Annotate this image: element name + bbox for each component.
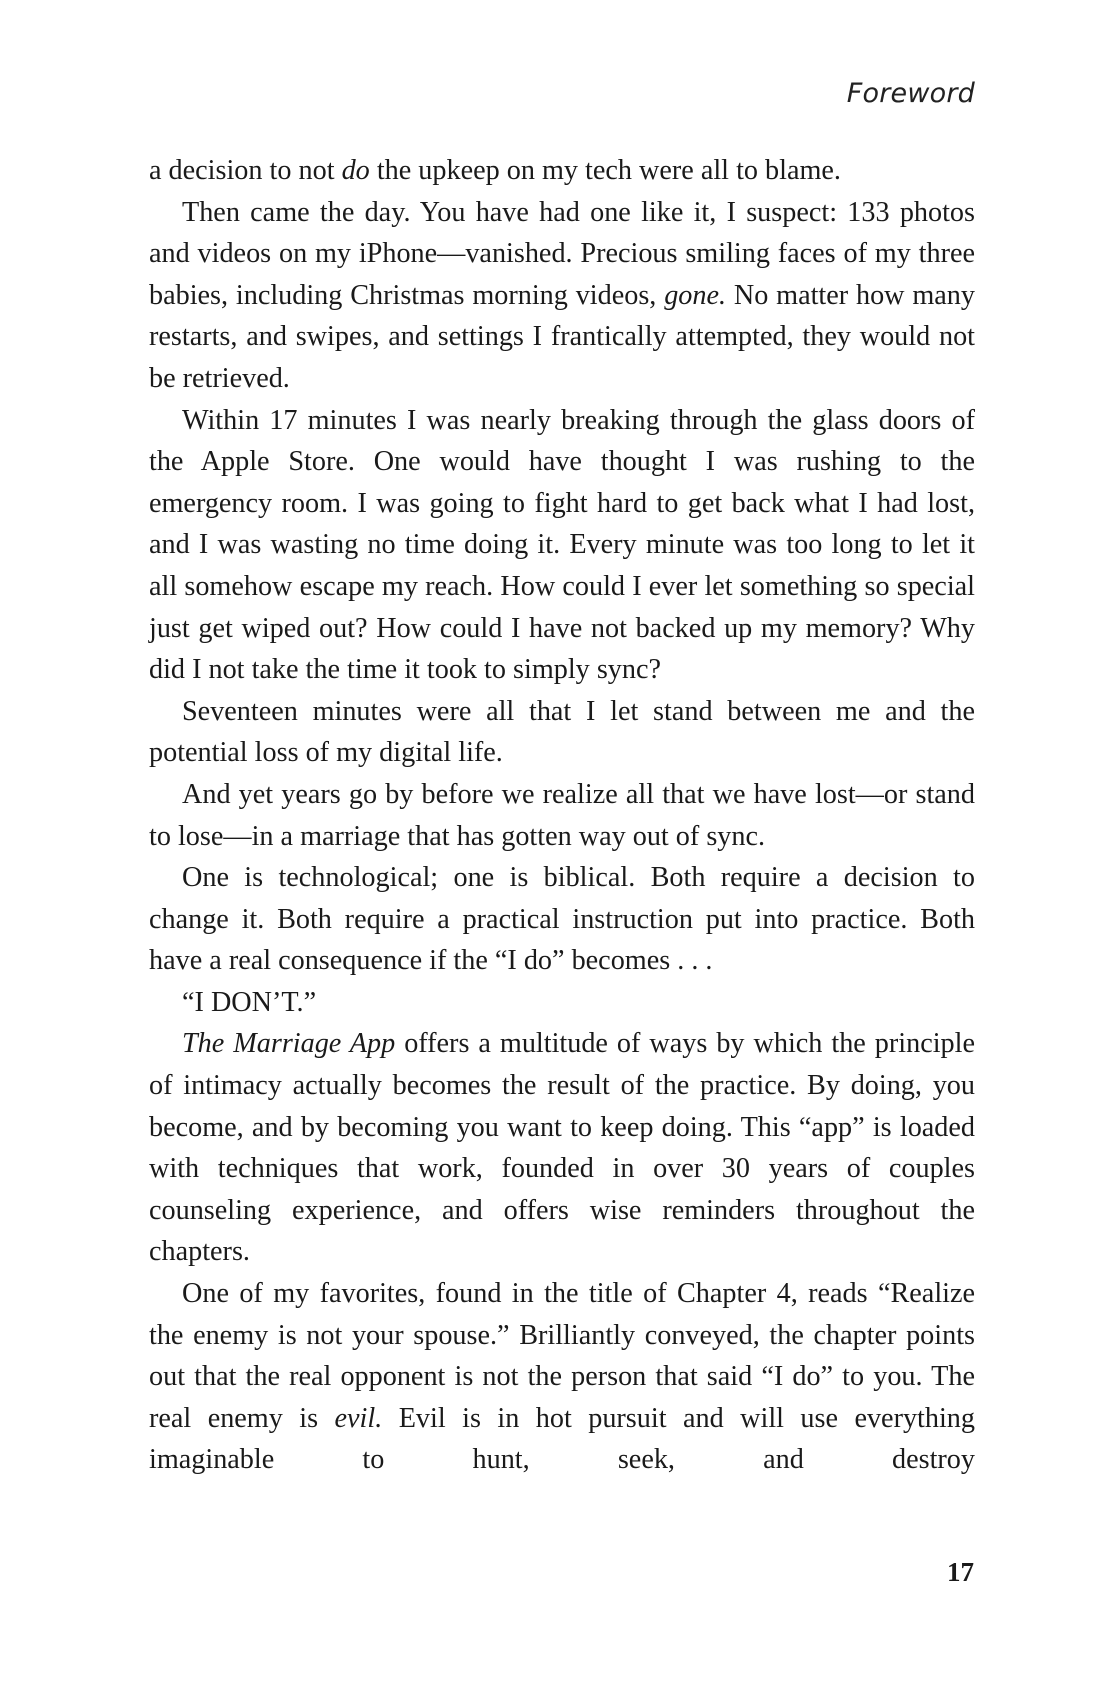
text-run: offers a multitude of ways by which the principle of intimacy actually becomes the result of the practice. By doing, you become, and by becoming you want to keep doing. This “app” is loaded with techniques that work, founded in over 30 years of couples counseling experience, and offers wise reminders throughout the chapters. [149, 1028, 975, 1268]
text-run: No matter how many restarts, and swipes, and settings I frantically attempted, they would not be retrieved. [149, 279, 975, 394]
paragraph [149, 150, 975, 192]
text-run: Seventeen minutes were all that I let stand between me and the potential loss of my digital life. [149, 695, 975, 769]
text-run: And yet years go by before we realize all that we have lost—or stand to lose—in a marriage that has gotten way out of sync. [149, 778, 975, 852]
text-run: “I DON’T.” [182, 986, 317, 1018]
text-run: Evil is in hot pursuit and will use everything imaginable to hunt, seek, and destroy [149, 1402, 975, 1476]
running-head: Foreword [846, 78, 975, 109]
text-run: One of my favorites, found in the title of Chapter 4, reads “Realize the enemy is not your spouse.” Brilliantly conveyed, the chapter points out that the real opponent is not the person that said “I do” to you. The real enemy is [149, 1278, 975, 1434]
italic-text: gone. [664, 279, 727, 311]
paragraph [149, 192, 975, 400]
text-run: Within 17 minutes I was nearly breaking through the glass doors of the Apple Store. One would have thought I was rushing to the emergency room. I was going to fight hard to get back what I had lost, and I was wasting no time doing it. Every minute was too long to let it all somehow escape my reach. How could I ever let something so special just get wiped out? How could I have not backed up my memory? Why did I not take the time it took to simply sync? [149, 404, 975, 686]
paragraph [149, 400, 975, 691]
italic-text: do [341, 155, 370, 186]
page-number: 17 [947, 1557, 974, 1587]
body-text [149, 150, 975, 1481]
text-run: Then came the day. You have had one like it, I suspect: 133 photos and videos on my iPhone—vanished. Precious smiling faces of my three babies, including Christmas morning videos, [149, 196, 975, 311]
text-run: the upkeep on my tech were all to blame. [369, 155, 841, 186]
text-run: a decision to not [149, 155, 342, 186]
paragraph [149, 1023, 975, 1273]
text-run: One is technological; one is biblical. Both require a decision to change it. Both require a practical instruction put into practice. Both have a real consequence if the “I do” becomes . . . [149, 862, 975, 977]
paragraph [149, 1273, 975, 1481]
paragraph [149, 691, 975, 774]
paragraph [149, 857, 975, 982]
paragraph [149, 774, 975, 857]
italic-text: evil. [334, 1402, 383, 1434]
paragraph [149, 982, 975, 1024]
italic-text: The Marriage App [182, 1028, 396, 1060]
